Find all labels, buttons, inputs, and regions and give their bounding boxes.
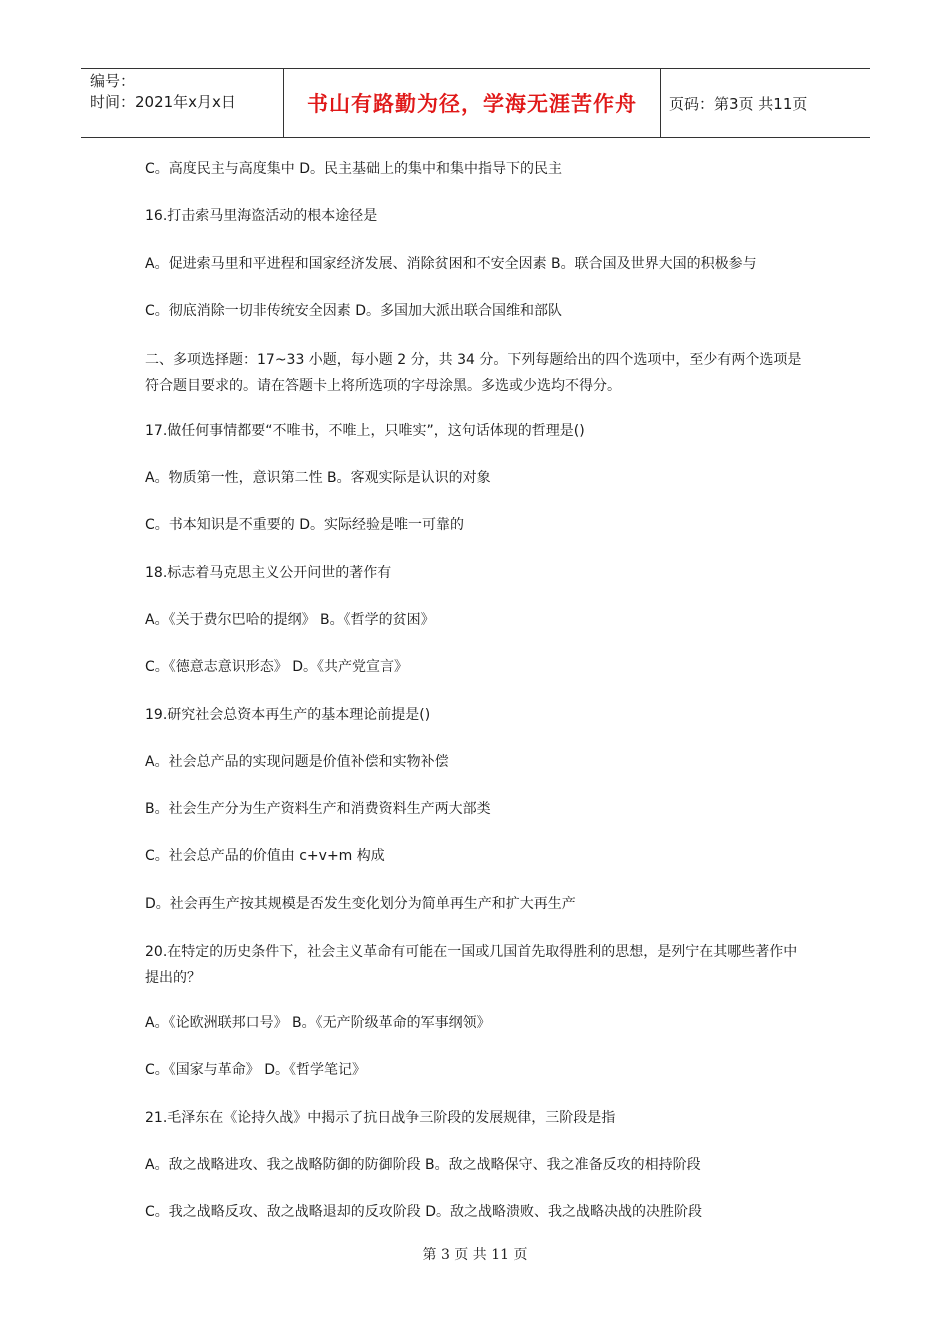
text-line: A。物质第一性，意识第二性 B。客观实际是认识的对象 [145,470,491,486]
text-line: C。《德意志意识形态》 D。《共产党宣言》 [145,659,409,675]
text-line: C。彻底消除一切非传统安全因素 D。多国加大派出联合国维和部队 [145,303,563,319]
header-page-info: 页码：第3页 共11页 [669,94,808,113]
page-header [81,68,870,138]
question-21: 21.毛泽东在《论持久战》中揭示了抗日战争三阶段的发展规律，三阶段是指 [145,1110,616,1126]
question-16: 16.打击索马里海盗活动的根本途径是 [145,208,378,224]
text-line: A。《论欧洲联邦口号》 B。《无产阶级革命的军事纲领》 [145,1015,491,1031]
page-footer: 第 3 页 共 11 页 [422,1247,528,1263]
section-heading-multiple-choice: 二、多项选择题：17~33 小题，每小题 2 分，共 34 分。下列每题给出的四个选项中，至少有两个选项是符合题目要求的。请在答题卡上将所选项的字母涂黑。多选或少选均不得分。 [145,352,802,394]
text-line: C。我之战略反攻、敌之战略退却的反攻阶段 D。敌之战略溃败、我之战略决战的决胜阶段 [145,1204,703,1220]
text-line: A。敌之战略进攻、我之战略防御的防御阶段 B。敌之战略保守、我之准备反攻的相持阶段 [145,1157,701,1173]
header-motto: 书山有路勤为径，学海无涯苦作舟 [283,69,661,137]
text-line: C。高度民主与高度集中 D。民主基础上的集中和集中指导下的民主 [145,161,563,177]
time-label: 时间：2021年x月x日 [90,93,236,111]
text-line: A。促进索马里和平进程和国家经济发展、消除贫困和不安全因素 B。联合国及世界大国的积极参与 [145,256,757,272]
text-line: C。社会总产品的价值由 c+v+m 构成 [145,848,385,864]
text-line: A。《关于费尔巴哈的提纲》 B。《哲学的贫困》 [145,612,435,628]
text-line: D。社会再生产按其规模是否发生变化划分为简单再生产和扩大再生产 [145,896,576,912]
text-line: C。书本知识是不重要的 D。实际经验是唯一可靠的 [145,517,465,533]
text-line: C。《国家与革命》 D。《哲学笔记》 [145,1062,367,1078]
number-label: 编号： [90,72,136,90]
question-20: 20.在特定的历史条件下，社会主义革命有可能在一国或几国首先取得胜利的思想，是列宁在其哪些著作中提出的？ [145,944,798,986]
text-line: B。社会生产分为生产资料生产和消费资料生产两大部类 [145,801,491,817]
question-17: 17.做任何事情都要“不唯书，不唯上，只唯实”，这句话体现的哲理是() [145,423,585,439]
question-19: 19.研究社会总资本再生产的基本理论前提是() [145,707,431,723]
header-meta [81,69,283,137]
question-18: 18.标志着马克思主义公开问世的著作有 [145,565,392,581]
text-line: A。社会总产品的实现问题是价值补偿和实物补偿 [145,754,449,770]
